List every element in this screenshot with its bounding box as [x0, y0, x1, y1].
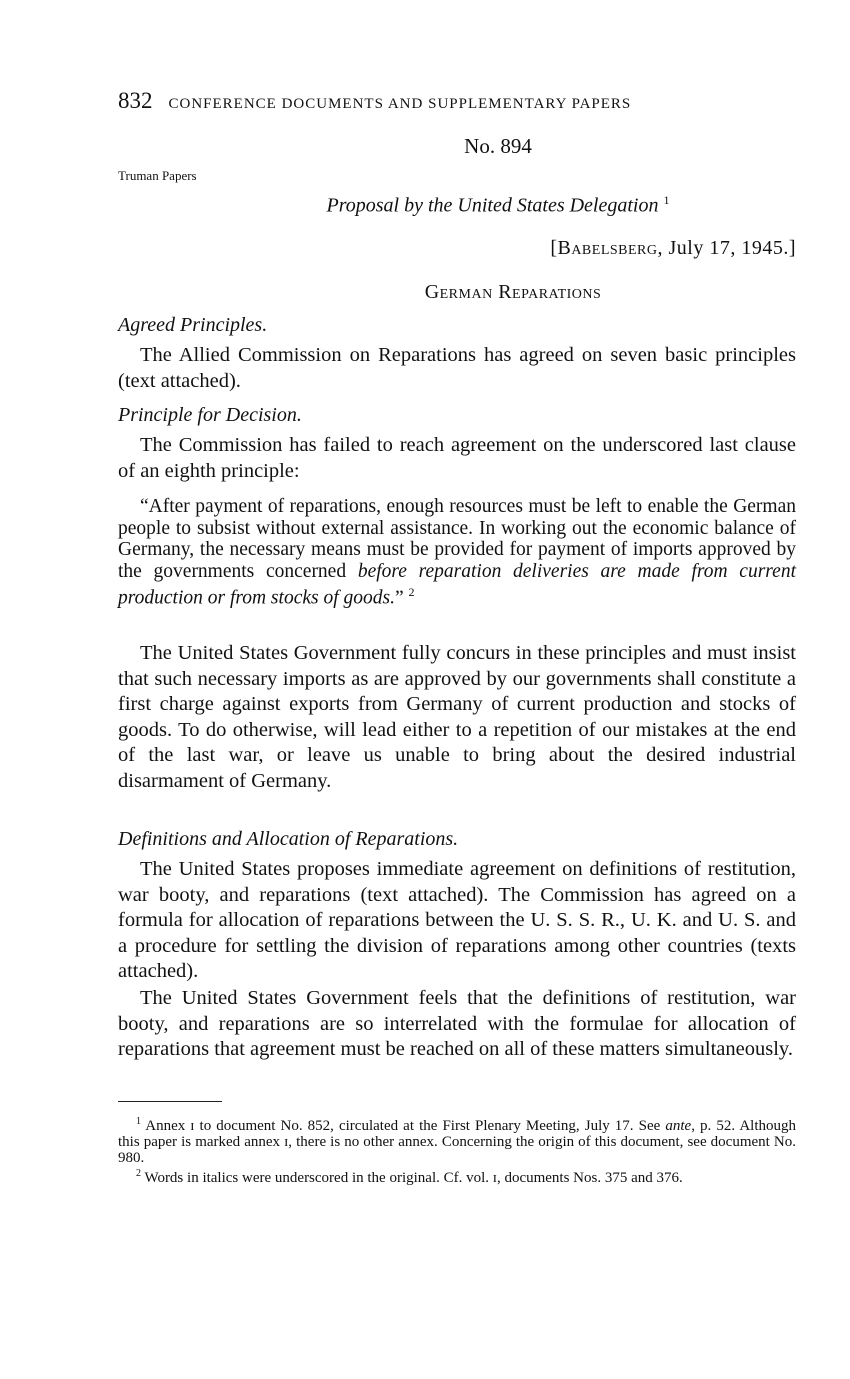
- document-number: No. 894: [464, 134, 532, 158]
- document-title: [118, 193, 850, 218]
- heading-principle-for-decision: Principle for Decision.: [118, 404, 302, 426]
- place-and-date: [550, 237, 796, 260]
- heading-definitions-allocation: Definitions and Allocation of Reparations.: [118, 828, 459, 850]
- document-title-text: Proposal by the United States Delegation: [326, 194, 659, 217]
- running-header: [118, 88, 796, 114]
- running-title: CONFERENCE DOCUMENTS AND SUPPLEMENTARY PAPERS: [168, 96, 632, 112]
- paragraph-principle-for-decision: The Commission has failed to reach agreement on the underscored last clause of an eighth principle:: [118, 434, 796, 482]
- paragraph-definitions: The United States proposes immediate agreement on definitions of restitution, war booty, and reparations (text attached). The Commission has agreed on a formula for allocation of reparations between the U. S. S. R., U. K. and U. S. and a procedure for settling the division of reparations among other countries (texts attached).: [118, 858, 796, 982]
- footnote-2-text: Words in italics were underscored in the original. Cf. vol. ɪ, documents Nos. 375 and 376.: [144, 1170, 683, 1186]
- footnote-1-text-a: Annex ɪ to document No. 852, circulated at the First Plenary Meeting, July 17. See: [145, 1118, 666, 1134]
- quote-text: “After payment of reparations, enough resources must be left to enable the German people to subsist without external assistance. In working out the economic balance of Germany, the necessary means must be provided for payment of imports approved by the governments concerned: [118, 496, 796, 582]
- place-bracket: [: [550, 237, 558, 259]
- document-source: Truman Papers: [118, 168, 197, 183]
- heading-agreed-principles: Agreed Principles.: [118, 314, 268, 336]
- footnote-2: [118, 1166, 796, 1186]
- footnote-divider: [118, 1101, 222, 1102]
- quote-close: ”: [394, 587, 404, 609]
- paragraph-us-feels: The United States Government feels that the definitions of restitution, war booty, and reparations are so interrelated with the formulae for allocation of reparations that agreement must be reached on all of these matters simultaneously.: [118, 987, 796, 1060]
- quote-italic-text: before reparation deliveries are made from current production or from stocks of goods.: [118, 560, 796, 609]
- page-number: 832: [118, 88, 153, 113]
- section-title: [118, 281, 850, 304]
- quoted-principle: [118, 496, 796, 609]
- date: , July 17, 1945.]: [657, 237, 796, 259]
- paragraph-us-concurs: The United States Government fully concurs in these principles and must insist that such necessary imports as are approved by our governments shall constitute a first charge against exports from Germany of current production and stocks of goods. To do otherwise, will lead either to a repetition of our mistakes at the end of the last war, or leave us unable to bring about the desired industrial disarmament of Germany.: [118, 642, 796, 792]
- footnote-1-ante: ante: [665, 1118, 692, 1134]
- footnote-1: [118, 1114, 796, 1166]
- place-name: Babelsberg: [557, 237, 658, 259]
- footnote-2-marker: 2: [136, 1168, 141, 1179]
- footnote-ref-1: 1: [663, 193, 670, 207]
- paragraph-agreed-principles: The Allied Commission on Reparations has agreed on seven basic principles (text attached).: [118, 344, 796, 392]
- footnote-ref-2: 2: [408, 585, 415, 599]
- footnote-1-text-b: , p. 52. Although this paper is marked annex ɪ, there is no other annex. Concerning the origin of this document, see document No. 980.: [118, 1118, 796, 1166]
- section-title-text: German Reparations: [424, 281, 602, 303]
- footnote-1-marker: 1: [136, 1116, 141, 1127]
